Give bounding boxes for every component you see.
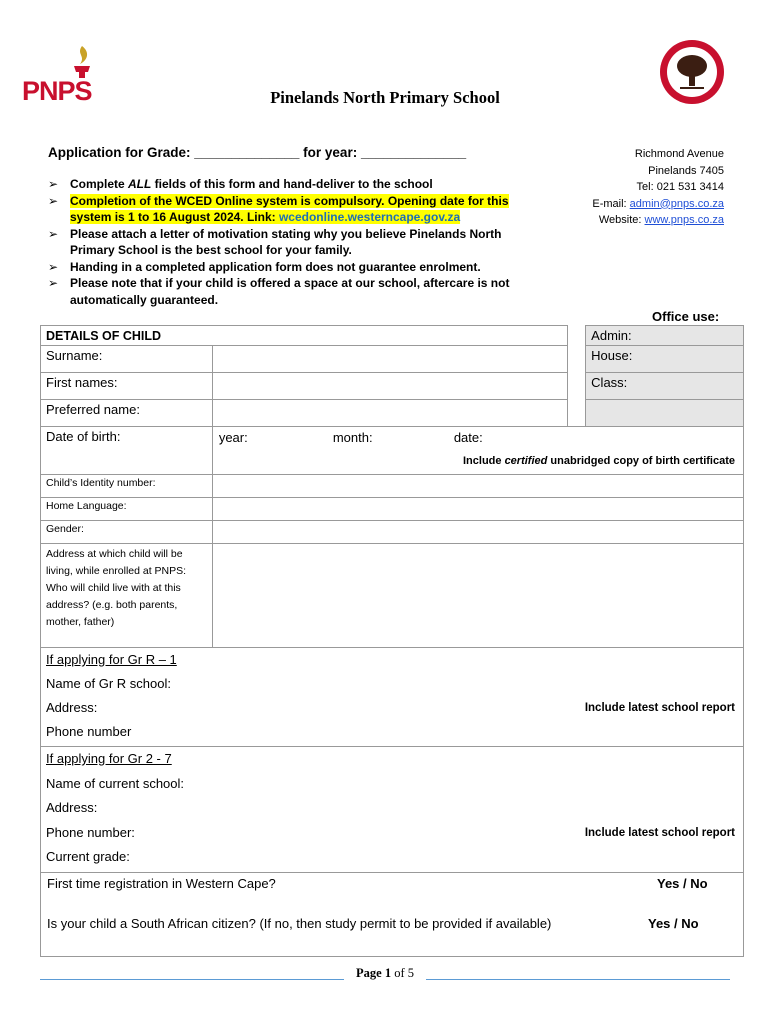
flame-icon xyxy=(62,44,102,80)
address-email-row xyxy=(592,196,724,213)
gr-2-7-address-label: Address: xyxy=(46,800,98,815)
address-website-row xyxy=(592,212,724,229)
school-address xyxy=(592,146,724,229)
instruction-text: fields of this form and hand-deliver to the school xyxy=(151,177,433,191)
page-num: 1 xyxy=(384,966,392,980)
wced-link[interactable]: wcedonline.westerncape.gov.za xyxy=(278,210,461,224)
birth-cert-note xyxy=(463,455,735,467)
first-time-question: First time registration in Western Cape? xyxy=(47,875,276,891)
instruction-item: ➢ Please note that if your child is offered a space at our school, aftercare is not automatically guaranteed. xyxy=(46,275,546,308)
gr-2-7-school-label: Name of current school: xyxy=(46,775,185,791)
id-number-label: Child’s Identity number: xyxy=(41,475,213,498)
address-question: Address at which child will be living, while enrolled at PNPS: xyxy=(46,548,187,577)
gr-r-address-label: Address: xyxy=(46,700,98,715)
school-name: Pinelands North Primary School xyxy=(270,88,500,107)
preferred-name-label: Preferred name: xyxy=(41,400,213,427)
page-total: 5 xyxy=(407,966,414,980)
section-title: DETAILS OF CHILD xyxy=(41,326,568,346)
gr-2-7-grade-label: Current grade: xyxy=(46,849,130,864)
page-number xyxy=(0,966,770,981)
first-time-answer[interactable]: Yes / No xyxy=(657,875,708,891)
address-line2: Pinelands 7405 xyxy=(648,164,724,177)
dob-month: month: xyxy=(332,430,373,445)
gr-r-report-note: Include latest school report xyxy=(584,702,735,714)
office-use-title: Office use: xyxy=(652,309,720,324)
id-number-field[interactable] xyxy=(212,475,743,498)
grade-line xyxy=(48,145,466,160)
instruction-text: Complete xyxy=(70,177,129,191)
note-text: Include xyxy=(463,455,505,467)
year-blank[interactable]: ______________ xyxy=(360,145,467,160)
website-label: Website: xyxy=(598,214,645,226)
email-link[interactable]: admin@pnps.co.za xyxy=(629,197,724,210)
address-field[interactable] xyxy=(212,544,743,648)
dob-date: date: xyxy=(453,430,483,445)
office-class[interactable]: Class: xyxy=(586,373,744,400)
home-language-field[interactable] xyxy=(212,498,743,521)
first-names-label: First names: xyxy=(41,373,213,400)
address-line1: Richmond Avenue xyxy=(634,148,724,160)
gender-field[interactable] xyxy=(212,521,743,544)
address-tel: Tel: 021 531 3414 xyxy=(636,181,724,193)
gr-r-title: If applying for Gr R – 1 xyxy=(46,652,177,667)
gr-r-phone-label: Phone number xyxy=(46,724,132,739)
gr-2-7-report-note: Include latest school report xyxy=(584,827,735,839)
instructions-list xyxy=(46,176,546,308)
grade-label: Application for Grade: xyxy=(48,145,191,160)
instruction-text: Completion of the WCED Online system is compulsory. Opening date for this system is 1 to 16 August 2024. Link: xyxy=(70,193,509,224)
gr-2-7-section[interactable] xyxy=(41,747,744,873)
instruction-item: ➢ Please attach a letter of motivation stating why you believe Pinelands North Primary School is the best school for your family. xyxy=(46,226,546,259)
surname-label: Surname: xyxy=(41,346,213,373)
dob-year: year: xyxy=(218,430,248,445)
citizen-question: Is your child a South African citizen? (If no, then study permit to be provided if available) xyxy=(47,915,552,931)
office-admin[interactable]: Admin: xyxy=(586,326,744,346)
year-label: for year: xyxy=(303,145,358,160)
gr-2-7-phone-label: Phone number: xyxy=(46,824,135,840)
instruction-item xyxy=(46,193,546,226)
dob-field[interactable] xyxy=(212,427,743,475)
instruction-emphasis: ALL xyxy=(128,177,152,191)
gender-label: Gender: xyxy=(41,521,213,544)
logo-text: PNPS xyxy=(22,76,92,106)
note-emphasis: certified xyxy=(504,455,548,467)
page-label: Page xyxy=(356,966,382,980)
gr-r-section[interactable] xyxy=(41,648,744,747)
surname-field[interactable] xyxy=(212,346,567,373)
instruction-item: ➢ Handing in a completed application form does not guarantee enrolment. xyxy=(46,259,546,276)
first-names-field[interactable] xyxy=(212,373,567,400)
address-questions xyxy=(41,544,213,648)
questions-section xyxy=(41,872,744,956)
live-with-question: Who will child live with at this address? (e.g. both parents, mother, father) xyxy=(46,582,181,628)
office-house[interactable]: House: xyxy=(586,346,744,373)
website-link[interactable]: www.pnps.co.za xyxy=(644,214,724,226)
child-details-table xyxy=(40,325,744,957)
grade-blank[interactable]: ______________ xyxy=(194,145,300,160)
home-language-label: Home Language: xyxy=(41,498,213,521)
gr-r-school-label: Name of Gr R school: xyxy=(46,676,171,691)
office-blank[interactable] xyxy=(586,400,744,427)
of-label: of xyxy=(394,966,405,980)
preferred-name-field[interactable] xyxy=(212,400,567,427)
email-label: E-mail: xyxy=(592,197,630,210)
instruction-item xyxy=(46,176,546,193)
note-text: unabridged copy of birth certificate xyxy=(547,455,735,467)
gr-2-7-title: If applying for Gr 2 - 7 xyxy=(46,751,172,766)
dob-label: Date of birth: xyxy=(41,427,213,475)
citizen-answer[interactable]: Yes / No xyxy=(648,915,699,931)
